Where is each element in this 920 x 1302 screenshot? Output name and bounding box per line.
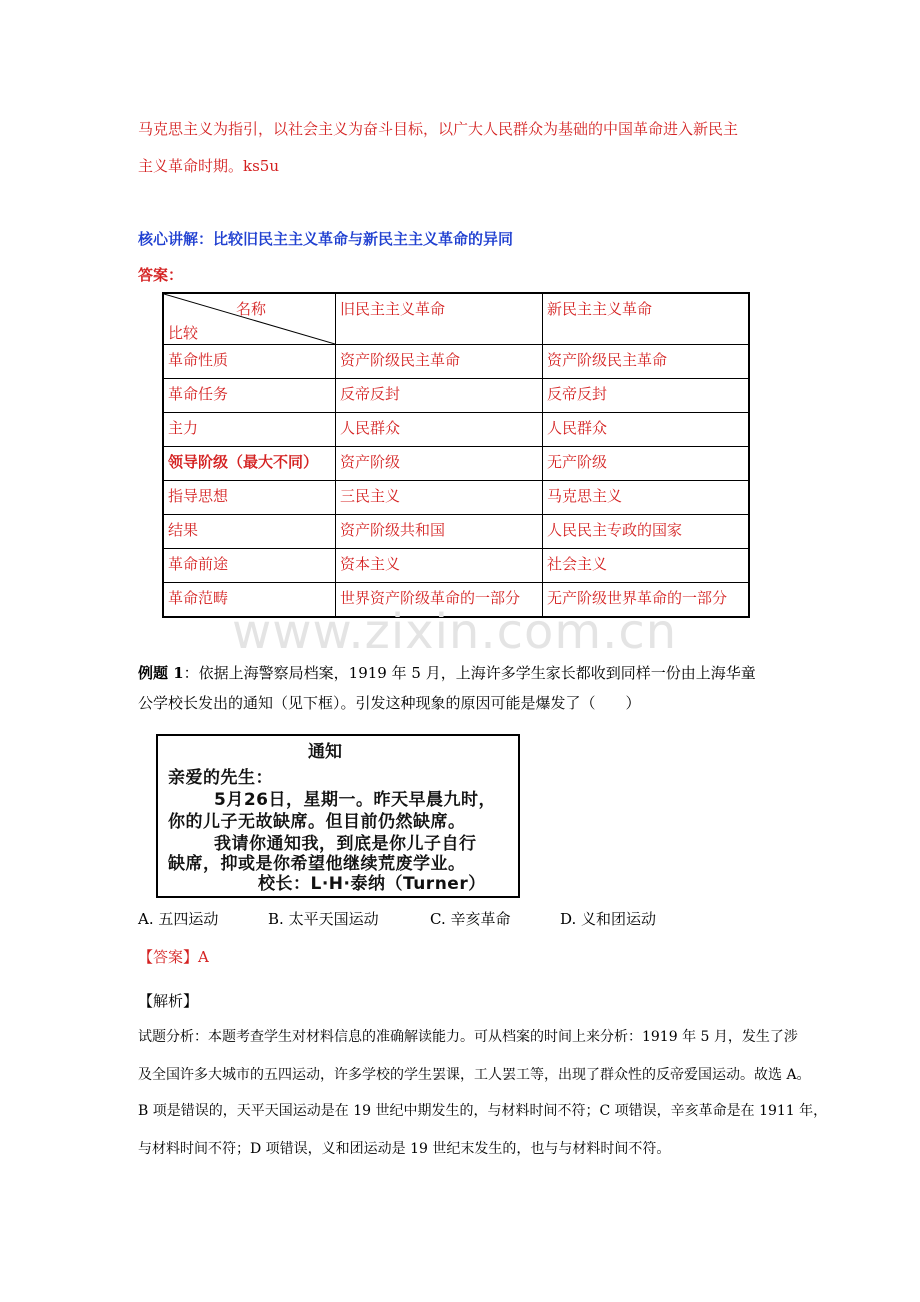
notice-line: 你的儿子无故缺席。但目前仍然缺席。: [168, 812, 466, 832]
table-row: [163, 481, 749, 515]
cell-new: 人民民主专政的国家: [543, 515, 750, 549]
comparison-table: [162, 292, 750, 618]
table-row: [163, 549, 749, 583]
intro-line-2: 主义革命时期。ks5u: [138, 157, 279, 175]
column-header-new: 新民主主义革命: [543, 293, 750, 345]
cell-old: 世界资产阶级革命的一部分: [336, 583, 543, 618]
notice-line: 5月26日，星期一。昨天早晨九时，: [214, 790, 496, 810]
example-line-2: 公学校长发出的通知（见下框）。引发这种现象的原因可能是爆发了（ ）: [138, 694, 641, 712]
answer-tag: 【答案】: [138, 948, 199, 966]
row-label: 结果: [163, 515, 336, 549]
answer-value: A: [198, 948, 209, 966]
row-label: 革命性质: [163, 345, 336, 379]
example-text-1: ：依据上海警察局档案，1919 年 5 月，上海许多学生家长都收到同样一份由上海华童: [183, 664, 756, 682]
corner-cell: [163, 293, 336, 345]
option-a[interactable]: [138, 908, 218, 930]
example-label: 例题 1: [138, 664, 184, 682]
cell-new: 人民群众: [543, 413, 750, 447]
option-b[interactable]: [268, 908, 379, 930]
cell-new: 反帝反封: [543, 379, 750, 413]
notice-line: 亲爱的先生：: [168, 768, 273, 788]
notice-line: 我请你通知我，到底是你儿子自行: [214, 834, 477, 854]
row-label: 领导阶级（最大不同）: [163, 447, 336, 481]
cell-new: 无产阶级世界革命的一部分: [543, 583, 750, 618]
cell-old: 资产阶级共和国: [336, 515, 543, 549]
notice-signature: 校长：L·H·泰纳（Turner）: [258, 874, 486, 894]
row-label: 革命范畴: [163, 583, 336, 618]
notice-image: [156, 734, 520, 898]
example-line-1: [138, 662, 756, 684]
cell-old: 人民群众: [336, 413, 543, 447]
option-key: B.: [268, 910, 284, 928]
table-row: [163, 413, 749, 447]
analysis-line-2: 及全国许多大城市的五四运动，许多学校的学生罢课，工人罢工等，出现了群众性的反帝爱国运动。故选 A。: [138, 1067, 811, 1083]
analysis-line-3: B 项是错误的，天平天国运动是在 19 世纪中期发生的，与材料时间不符；C 项错误，辛亥革命是在 1911 年，: [138, 1103, 828, 1119]
option-text: 五四运动: [158, 910, 219, 928]
row-label: 革命前途: [163, 549, 336, 583]
corner-label-name: 名称: [236, 300, 267, 318]
cell-old: 资本主义: [336, 549, 543, 583]
option-text: 义和团运动: [581, 910, 657, 928]
option-d[interactable]: [560, 908, 656, 930]
notice-title: 通知: [308, 742, 342, 762]
row-label: 主力: [163, 413, 336, 447]
watermark: www.zixin.com.cn: [232, 604, 678, 660]
option-text: 太平天国运动: [288, 910, 379, 928]
core-heading: 核心讲解：比较旧民主主义革命与新民主主义革命的异同: [138, 230, 514, 248]
option-text: 辛亥革命: [450, 910, 511, 928]
cell-old: 反帝反封: [336, 379, 543, 413]
row-label: 革命任务: [163, 379, 336, 413]
cell-old: 资产阶级: [336, 447, 543, 481]
analysis-line-1: 试题分析：本题考查学生对材料信息的准确解读能力。可从档案的时间上来分析：1919 年 5 月，发生了涉: [138, 1029, 798, 1045]
option-key: C.: [430, 910, 446, 928]
analysis-label: 【解析】: [138, 992, 199, 1010]
table-row: [163, 447, 749, 481]
answer-label: 答案：: [138, 266, 184, 284]
notice-line: 缺席，抑或是你希望他继续荒废学业。: [168, 854, 466, 874]
column-header-old: 旧民主主义革命: [336, 293, 543, 345]
answer-line: [138, 946, 209, 968]
cell-new: 马克思主义: [543, 481, 750, 515]
table-header-row: [163, 293, 749, 345]
option-key: A.: [138, 910, 154, 928]
corner-label-compare: 比较: [168, 324, 199, 342]
cell-old: 三民主义: [336, 481, 543, 515]
option-key: D.: [560, 910, 577, 928]
cell-new: 无产阶级: [543, 447, 750, 481]
cell-old: 资产阶级民主革命: [336, 345, 543, 379]
table-row: [163, 345, 749, 379]
row-label: 指导思想: [163, 481, 336, 515]
cell-new: 资产阶级民主革命: [543, 345, 750, 379]
analysis-line-4: 与材料时间不符；D 项错误，义和团运动是 19 世纪末发生的，也与与材料时间不符。: [138, 1141, 671, 1157]
table-row: [163, 515, 749, 549]
cell-new: 社会主义: [543, 549, 750, 583]
intro-line-1: 马克思主义为指引，以社会主义为奋斗目标，以广大人民群众为基础的中国革命进入新民主: [138, 120, 739, 138]
table-row: [163, 379, 749, 413]
option-c[interactable]: [430, 908, 511, 930]
